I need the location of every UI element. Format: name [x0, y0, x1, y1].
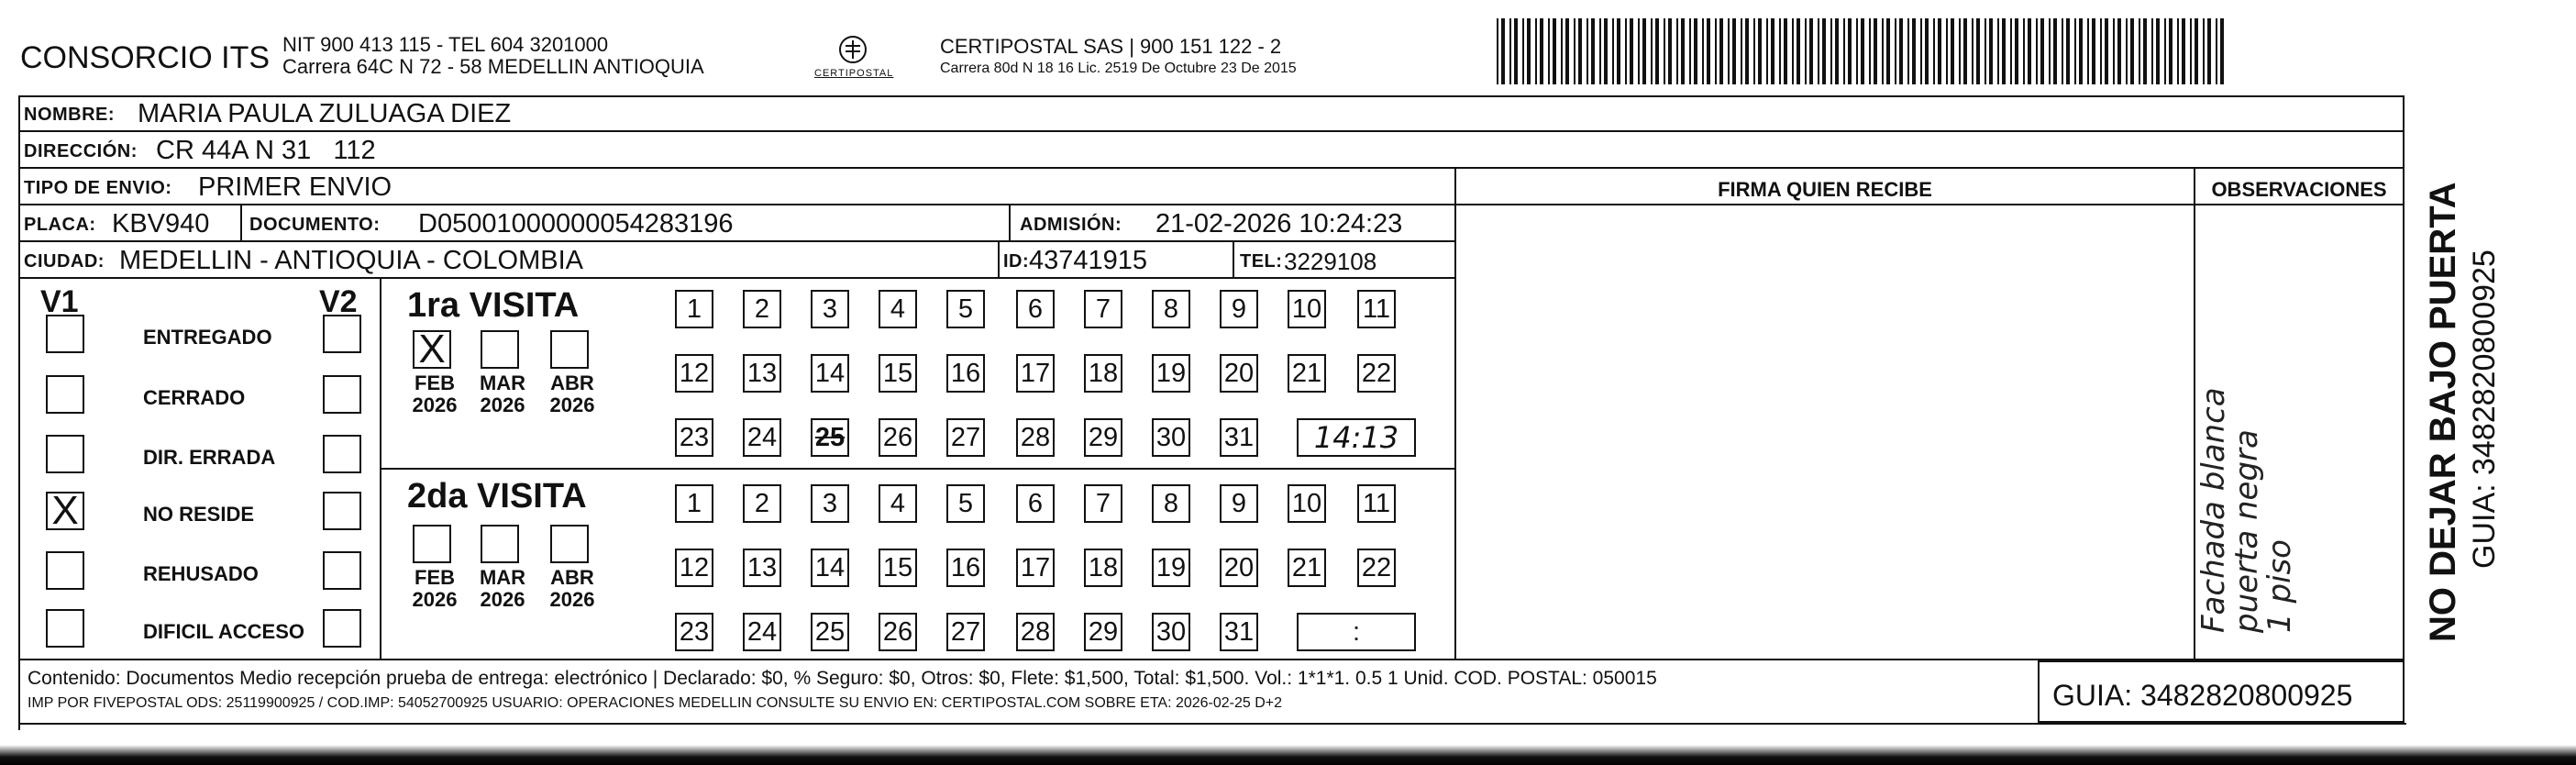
- day-box[interactable]: 3: [811, 290, 849, 328]
- month-checkbox[interactable]: [550, 525, 589, 563]
- barcode-bar: [2195, 18, 2198, 84]
- barcode-bar: [2151, 18, 2153, 84]
- barcode-bar: [1668, 18, 1672, 84]
- day-box[interactable]: 31: [1220, 418, 1258, 457]
- v2-header: V2: [319, 284, 358, 319]
- barcode-bar: [2049, 18, 2051, 84]
- day-box[interactable]: 8: [1152, 484, 1190, 523]
- barcode-bar: [1843, 18, 1845, 84]
- footer-guia-box: [2038, 660, 2405, 723]
- day-box[interactable]: 21: [1288, 354, 1326, 393]
- documento-value: D05001000000054283196: [418, 209, 734, 238]
- day-box[interactable]: 11: [1357, 290, 1396, 328]
- day-box[interactable]: 28: [1016, 418, 1055, 457]
- side-guia: GUIA: 3482820800925: [2467, 249, 2502, 569]
- day-box[interactable]: 12: [675, 354, 713, 393]
- month-name: FEB: [415, 566, 455, 589]
- day-box[interactable]: 24: [743, 418, 781, 457]
- barcode-bar: [1599, 18, 1601, 84]
- day-box[interactable]: 17: [1016, 549, 1055, 587]
- nombre-value: MARIA PAULA ZULUAGA DIEZ: [138, 99, 512, 128]
- barcode-bar: [1899, 18, 1903, 84]
- barcode-bar: [2126, 18, 2128, 84]
- barcode-bar: [1719, 18, 1723, 84]
- form-bottom-border: [18, 723, 2406, 725]
- day-box[interactable]: 14: [811, 354, 849, 393]
- visit1-title: 1ra VISITA: [407, 286, 580, 325]
- barcode-bar: [1779, 18, 1781, 84]
- day-box[interactable]: 22: [1357, 549, 1396, 587]
- admision-label: ADMISIÓN:: [1020, 215, 1122, 235]
- month-label: [475, 567, 530, 611]
- barcode-bar: [2216, 18, 2217, 84]
- status-label: NO RESIDE: [143, 503, 255, 526]
- form-right-border: [2403, 95, 2405, 725]
- month-name: MAR: [479, 371, 526, 394]
- day-box[interactable]: 10: [1288, 290, 1326, 328]
- barcode-bar: [1809, 18, 1813, 84]
- barcode-bar: [1561, 18, 1563, 84]
- v1-header: V1: [40, 284, 79, 319]
- barcode-bar: [1792, 18, 1794, 84]
- day-box[interactable]: 25: [811, 418, 849, 457]
- barcode-bar: [1612, 18, 1614, 84]
- day-box[interactable]: 18: [1084, 549, 1122, 587]
- barcode-bar: [1925, 18, 1929, 84]
- barcode-bar: [2028, 18, 2031, 84]
- v1-checkbox[interactable]: [46, 551, 84, 590]
- day-box[interactable]: 29: [1084, 613, 1122, 651]
- admision-divider: [1009, 205, 1011, 240]
- barcode-bar: [1689, 18, 1691, 84]
- tipo-value: PRIMER ENVIO: [198, 172, 392, 202]
- barcode-bar: [2074, 18, 2076, 84]
- barcode-bar: [1972, 18, 1973, 84]
- v1-checkbox[interactable]: [46, 609, 84, 648]
- status-label: ENTREGADO: [143, 326, 272, 349]
- barcode-bar: [1548, 18, 1550, 84]
- barcode-bar: [1830, 18, 1832, 84]
- admision-value: 21-02-2026 10:24:23: [1155, 209, 1403, 238]
- barcode-bar: [1540, 18, 1543, 84]
- tel-value: 3229108: [1284, 248, 1377, 275]
- barcode-bar: [1587, 18, 1588, 84]
- status-label: REHUSADO: [143, 562, 259, 585]
- barcode-bar: [2169, 18, 2172, 84]
- barcode-bar: [1822, 18, 1826, 84]
- note-line-2: puerta negra: [2228, 429, 2265, 633]
- day-box[interactable]: 23: [675, 613, 713, 651]
- barcode-bar: [1509, 18, 1511, 84]
- scan-shadow: [0, 745, 2576, 765]
- barcode-bar: [1702, 18, 1704, 84]
- barcode-bar: [1797, 18, 1800, 84]
- courier-info-line1: CERTIPOSTAL SAS | 900 151 122 - 2: [940, 35, 1282, 58]
- barcode-bar: [1565, 18, 1569, 84]
- time-box[interactable]: :: [1297, 613, 1416, 651]
- day-box[interactable]: 10: [1288, 484, 1326, 523]
- barcode-bar: [1655, 18, 1659, 84]
- barcode-bar: [1976, 18, 1980, 84]
- barcode-bar: [2220, 18, 2224, 84]
- tipo-label: TIPO DE ENVIO:: [24, 178, 172, 198]
- visit-divider: [380, 468, 1454, 470]
- barcode-graphic: [1495, 18, 2228, 84]
- month-year: 2026: [480, 588, 525, 611]
- v1-checkbox[interactable]: [46, 315, 84, 353]
- day-box[interactable]: 30: [1152, 418, 1190, 457]
- barcode-bar: [2207, 18, 2211, 84]
- day-box[interactable]: 26: [879, 418, 917, 457]
- company-info-line2: Carrera 64C N 72 - 58 MEDELLIN ANTIOQUIA: [282, 55, 704, 78]
- firma-header: FIRMA QUIEN RECIBE: [1718, 178, 1932, 201]
- barcode-bar: [1951, 18, 1954, 84]
- column-header-underline: [1456, 204, 2405, 205]
- barcode-bar: [1642, 18, 1646, 84]
- barcode-bar: [1664, 18, 1665, 84]
- barcode-bar: [1753, 18, 1755, 84]
- month-year: 2026: [480, 394, 525, 416]
- day-box[interactable]: 4: [879, 290, 917, 328]
- day-box[interactable]: 17: [1016, 354, 1055, 393]
- barcode-bar: [1818, 18, 1819, 84]
- barcode-bar: [1681, 18, 1685, 84]
- barcode-bar: [1625, 18, 1627, 84]
- v2-checkbox[interactable]: [323, 435, 361, 473]
- day-box[interactable]: 11: [1357, 484, 1396, 523]
- direccion-value: CR 44A N 31 112: [156, 136, 376, 165]
- placa-divider: [240, 205, 242, 240]
- v1-checkbox[interactable]: [46, 435, 84, 473]
- v2-checkbox[interactable]: [323, 551, 361, 590]
- barcode-bar: [1946, 18, 1948, 84]
- day-box[interactable]: 16: [946, 354, 985, 393]
- barcode-bar: [1574, 18, 1575, 84]
- barcode-bar: [1895, 18, 1896, 84]
- tel-divider: [1233, 242, 1234, 277]
- barcode-bar: [1758, 18, 1762, 84]
- side-title: NO DEJAR BAJO PUERTA: [2423, 182, 2463, 642]
- day-box[interactable]: 8: [1152, 290, 1190, 328]
- v1-checkbox[interactable]: [46, 375, 84, 414]
- day-box[interactable]: 7: [1084, 484, 1122, 523]
- day-box[interactable]: 7: [1084, 290, 1122, 328]
- month-label: [545, 372, 600, 416]
- day-box[interactable]: 13: [743, 549, 781, 587]
- status-label: DIR. ERRADA: [143, 446, 276, 469]
- direccion-label: DIRECCIÓN:: [24, 141, 138, 161]
- v2-checkbox[interactable]: [323, 492, 361, 530]
- barcode-bar: [1501, 18, 1505, 84]
- time-box[interactable]: 14:13: [1297, 418, 1416, 457]
- company-name: CONSORCIO ITS: [20, 40, 271, 75]
- day-box[interactable]: 21: [1288, 549, 1326, 587]
- day-box[interactable]: 18: [1084, 354, 1122, 393]
- day-box[interactable]: 19: [1152, 549, 1190, 587]
- month-name: MAR: [479, 566, 526, 589]
- barcode-bar: [1933, 18, 1935, 84]
- barcode-bar: [2002, 18, 2006, 84]
- v1-checkbox[interactable]: X: [46, 492, 84, 530]
- day-box[interactable]: 2: [743, 290, 781, 328]
- barcode-bar: [1553, 18, 1556, 84]
- ciudad-value: MEDELLIN - ANTIOQUIA - COLOMBIA: [119, 246, 583, 275]
- barcode-bar: [1732, 18, 1736, 84]
- barcode-bar: [1707, 18, 1710, 84]
- barcode-bar: [2092, 18, 2095, 84]
- month-label: [545, 567, 600, 611]
- barcode-bar: [1638, 18, 1640, 84]
- placa-value: KBV940: [112, 209, 210, 238]
- left-column-divider: [1454, 169, 1456, 659]
- month-checkbox[interactable]: [481, 525, 519, 563]
- day-box[interactable]: 2: [743, 484, 781, 523]
- barcode-bar: [2015, 18, 2018, 84]
- logo-text: CERTIPOSTAL: [814, 68, 894, 79]
- status-label: DIFICIL ACCESO: [143, 620, 305, 643]
- nombre-row: [20, 95, 2405, 132]
- barcode-bar: [2177, 18, 2179, 84]
- documento-label: DOCUMENTO:: [249, 215, 381, 235]
- barcode-bar: [1527, 18, 1531, 84]
- placa-label: PLACA:: [24, 215, 96, 235]
- day-box[interactable]: 30: [1152, 613, 1190, 651]
- barcode-bar: [1856, 18, 1858, 84]
- nombre-label: NOMBRE:: [24, 105, 116, 125]
- day-box[interactable]: 15: [879, 549, 917, 587]
- month-checkbox[interactable]: [481, 330, 519, 369]
- barcode-bar: [1745, 18, 1749, 84]
- barcode-bar: [1715, 18, 1717, 84]
- barcode-bar: [1522, 18, 1524, 84]
- footer-line1: Contenido: Documentos Medio recepción prueba de entrega: electrónico | Declarado: $0, % Seguro: $0, Otros: $0, Flete: $1,500, Total: $1,500. Vol.: 1*1*1. 0.5 1 Unid. COD. POSTAL: 050015: [28, 668, 1657, 689]
- month-checkbox[interactable]: [550, 330, 589, 369]
- barcode-bar: [2079, 18, 2083, 84]
- barcode-bar: [2164, 18, 2166, 84]
- id-value: 43741915: [1029, 246, 1148, 275]
- barcode-bar: [1805, 18, 1807, 84]
- v2-checkbox[interactable]: [323, 609, 361, 648]
- barcode-bar: [2036, 18, 2038, 84]
- barcode-bar: [1728, 18, 1730, 84]
- month-name: ABR: [550, 566, 594, 589]
- barcode-bar: [2105, 18, 2108, 84]
- visit2-title: 2da VISITA: [407, 477, 587, 516]
- day-box[interactable]: 5: [946, 484, 985, 523]
- barcode-bar: [1963, 18, 1967, 84]
- note-line-3: 1 piso: [2261, 539, 2298, 633]
- day-box[interactable]: 12: [675, 549, 713, 587]
- day-box[interactable]: 9: [1220, 290, 1258, 328]
- certipostal-logo: [807, 31, 899, 83]
- barcode-bar: [2156, 18, 2160, 84]
- barcode-bar: [1835, 18, 1839, 84]
- day-box[interactable]: 25: [811, 613, 849, 651]
- status-label: CERRADO: [143, 386, 246, 409]
- barcode-bar: [1882, 18, 1884, 84]
- barcode-bar: [2087, 18, 2089, 84]
- ciudad-label: CIUDAD:: [24, 251, 105, 272]
- day-box[interactable]: 1: [675, 290, 713, 328]
- month-checkbox[interactable]: X: [413, 330, 451, 369]
- day-box[interactable]: 29: [1084, 418, 1122, 457]
- barcode-bar: [2010, 18, 2012, 84]
- day-box[interactable]: 16: [946, 549, 985, 587]
- barcode: [1495, 18, 2228, 84]
- day-box[interactable]: 20: [1220, 354, 1258, 393]
- barcode-bar: [1694, 18, 1697, 84]
- month-name: ABR: [550, 371, 594, 394]
- barcode-bar: [2139, 18, 2140, 84]
- barcode-bar: [1997, 18, 1999, 84]
- barcode-bar: [1912, 18, 1916, 84]
- barcode-bar: [2190, 18, 2192, 84]
- barcode-bar: [1989, 18, 1993, 84]
- barcode-bar: [1861, 18, 1864, 84]
- month-label: [407, 372, 462, 416]
- day-box[interactable]: 9: [1220, 484, 1258, 523]
- barcode-bar: [2053, 18, 2057, 84]
- barcode-bar: [2182, 18, 2185, 84]
- observaciones-note: [2197, 266, 2307, 633]
- barcode-bar: [1920, 18, 1922, 84]
- barcode-bar: [1985, 18, 1986, 84]
- day-box[interactable]: 27: [946, 613, 985, 651]
- barcode-bar: [1869, 18, 1871, 84]
- observaciones-header: OBSERVACIONES: [2211, 178, 2387, 201]
- barcode-bar: [1497, 18, 1498, 84]
- barcode-bar: [1676, 18, 1678, 84]
- barcode-bar: [1535, 18, 1537, 84]
- day-box[interactable]: 14: [811, 549, 849, 587]
- barcode-bar: [1907, 18, 1909, 84]
- day-box[interactable]: 15: [879, 354, 917, 393]
- footer-line2: IMP POR FIVEPOSTAL ODS: 25119900925 / COD.IMP: 54052700925 USUARIO: OPERACIONES MEDELLIN CONSULTE SU ENVIO EN: CERTIPOSTAL.COM SOBRE ETA: 2026-02-25 D+2: [28, 695, 1283, 711]
- day-box[interactable]: 27: [946, 418, 985, 457]
- barcode-bar: [2062, 18, 2063, 84]
- barcode-bar: [1938, 18, 1941, 84]
- barcode-bar: [1604, 18, 1608, 84]
- note-line-1: Fachada blanca: [2195, 387, 2232, 633]
- barcode-bar: [1784, 18, 1787, 84]
- day-box[interactable]: 26: [879, 613, 917, 651]
- barcode-bar: [1959, 18, 1961, 84]
- day-box[interactable]: 6: [1016, 484, 1055, 523]
- barcode-bar: [1771, 18, 1774, 84]
- id-divider: [998, 242, 1000, 277]
- barcode-bar: [1874, 18, 1877, 84]
- day-box[interactable]: 4: [879, 484, 917, 523]
- barcode-bar: [2113, 18, 2115, 84]
- day-box[interactable]: 28: [1016, 613, 1055, 651]
- barcode-bar: [2203, 18, 2205, 84]
- courier-info-line2: Carrera 80d N 18 16 Lic. 2519 De Octubre 23 De 2015: [940, 61, 1297, 76]
- day-box[interactable]: 24: [743, 613, 781, 651]
- month-label: [475, 372, 530, 416]
- day-box[interactable]: 13: [743, 354, 781, 393]
- day-box[interactable]: 5: [946, 290, 985, 328]
- barcode-bar: [1514, 18, 1518, 84]
- barcode-bar: [1848, 18, 1852, 84]
- barcode-bar: [1630, 18, 1633, 84]
- barcode-bar: [1578, 18, 1582, 84]
- month-label: [407, 567, 462, 611]
- month-name: FEB: [415, 371, 455, 394]
- v2-checkbox[interactable]: [323, 315, 361, 353]
- month-year: 2026: [549, 588, 595, 611]
- barcode-bar: [2117, 18, 2121, 84]
- day-box[interactable]: 19: [1152, 354, 1190, 393]
- tel-label: TEL:: [1240, 251, 1283, 272]
- company-info-line1: NIT 900 413 115 - TEL 604 3201000: [282, 33, 609, 56]
- ciudad-row: [20, 242, 1454, 279]
- day-box[interactable]: 6: [1016, 290, 1055, 328]
- day-box[interactable]: 20: [1220, 549, 1258, 587]
- month-year: 2026: [412, 588, 458, 611]
- barcode-bar: [1886, 18, 1890, 84]
- day-box[interactable]: 23: [675, 418, 713, 457]
- barcode-bar: [1766, 18, 1768, 84]
- placa-row: [20, 205, 1454, 242]
- barcode-bar: [2023, 18, 2025, 84]
- id-label: ID:: [1003, 251, 1030, 272]
- barcode-bar: [1591, 18, 1595, 84]
- day-box[interactable]: 1: [675, 484, 713, 523]
- barcode-bar: [2066, 18, 2070, 84]
- month-checkbox[interactable]: [413, 525, 451, 563]
- month-year: 2026: [412, 394, 458, 416]
- barcode-bar: [2100, 18, 2102, 84]
- footer-guia: GUIA: 3482820800925: [2052, 679, 2353, 712]
- barcode-bar: [1741, 18, 1742, 84]
- direccion-row: [20, 132, 2405, 169]
- month-year: 2026: [549, 394, 595, 416]
- barcode-bar: [1617, 18, 1620, 84]
- barcode-bar: [2040, 18, 2044, 84]
- barcode-bar: [2143, 18, 2147, 84]
- day-box[interactable]: 22: [1357, 354, 1396, 393]
- barcode-bar: [2130, 18, 2134, 84]
- day-box[interactable]: 3: [811, 484, 849, 523]
- barcode-bar: [1651, 18, 1653, 84]
- v2-checkbox[interactable]: [323, 375, 361, 414]
- day-box[interactable]: 31: [1220, 613, 1258, 651]
